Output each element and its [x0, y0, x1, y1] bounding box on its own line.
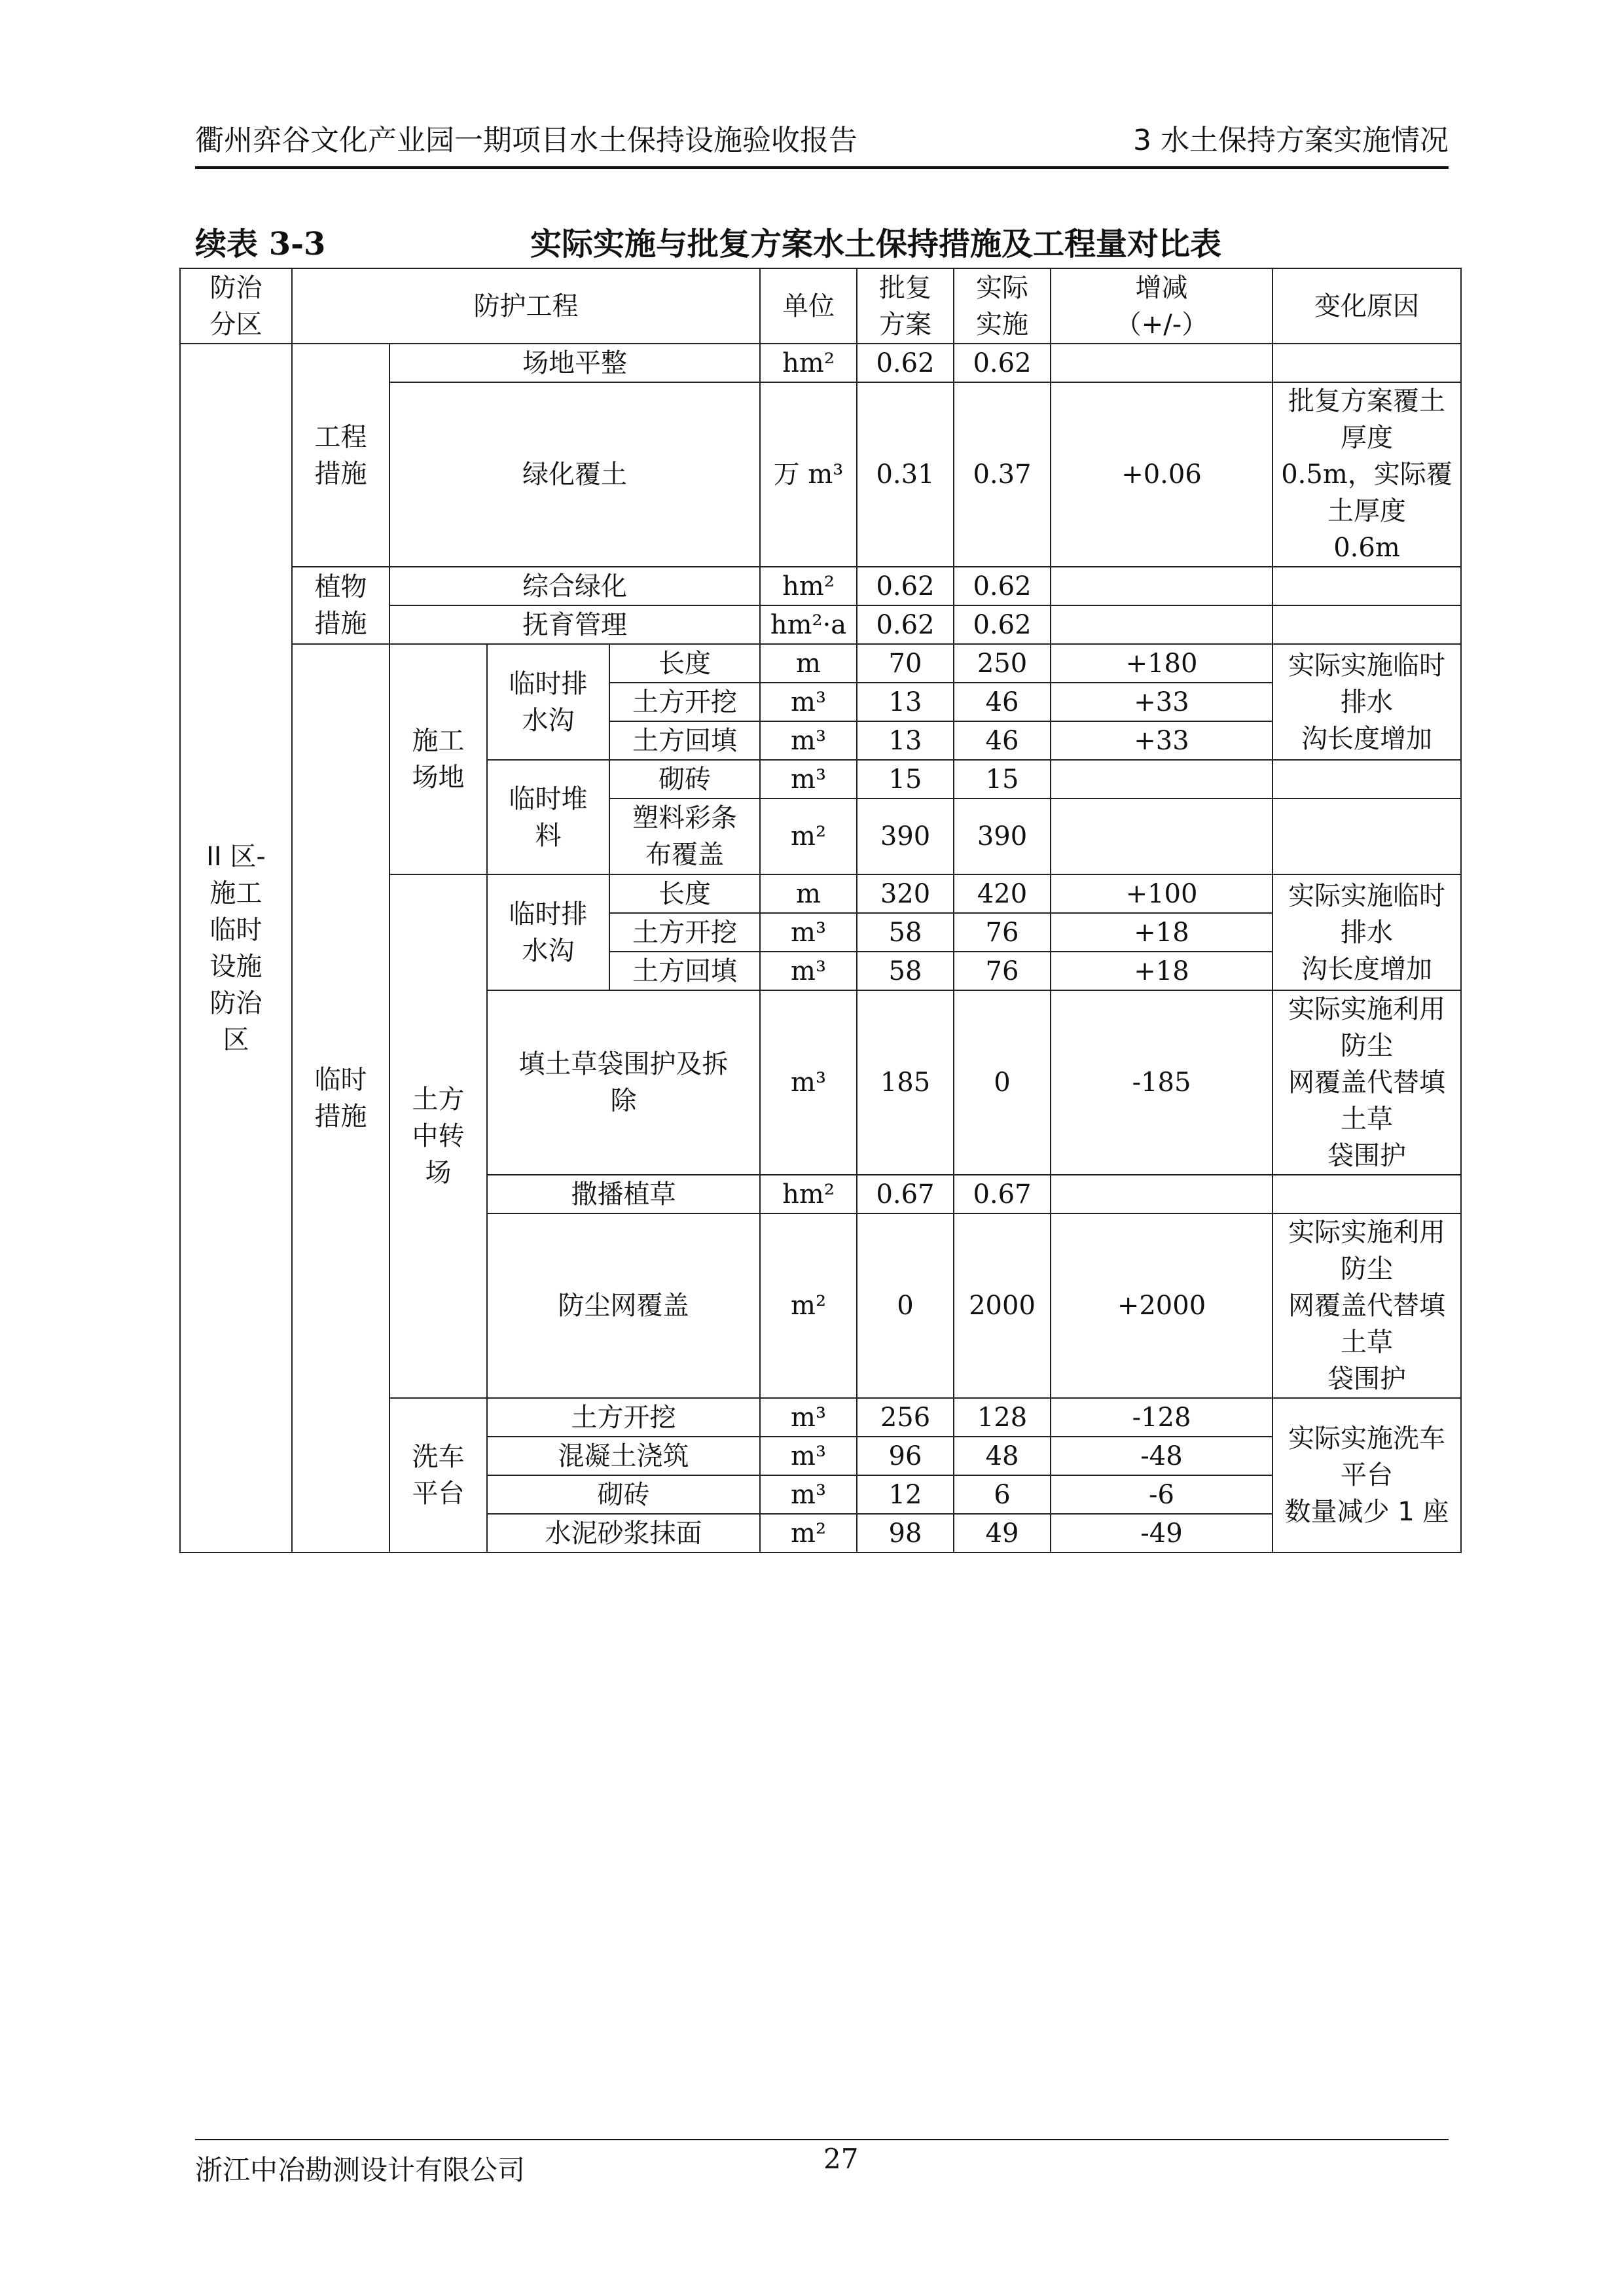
reason-cell	[1272, 1175, 1461, 1213]
header-report-title: 衢州弈谷文化产业园一期项目水土保持设施验收报告	[195, 124, 857, 157]
actual-cell: 49	[954, 1514, 1051, 1552]
approved-cell: 58	[857, 913, 954, 952]
item-cell: 土方开挖	[609, 913, 760, 952]
reason-cell	[1272, 344, 1461, 382]
actual-cell: 0.62	[954, 567, 1051, 605]
unit-cell: hm²	[760, 344, 857, 382]
item-cell: 长度	[609, 874, 760, 913]
reason-cell	[1272, 605, 1461, 644]
reason-cell: 实际实施利用防尘 网覆盖代替填土草 袋围护	[1272, 990, 1461, 1175]
approved-cell: 256	[857, 1398, 954, 1437]
approved-cell: 96	[857, 1437, 954, 1475]
approved-cell: 0.62	[857, 605, 954, 644]
table-row	[180, 344, 1461, 382]
actual-cell: 46	[954, 683, 1051, 721]
item-cell: 场地平整	[389, 344, 760, 382]
actual-cell: 128	[954, 1398, 1051, 1437]
item-cell: 土方开挖	[487, 1398, 760, 1437]
diff-cell: -48	[1051, 1437, 1272, 1475]
group-engineering: 工程 措施	[292, 344, 389, 567]
item-cell: 土方回填	[609, 721, 760, 760]
diff-cell: +0.06	[1051, 382, 1272, 567]
subgroup-site: 施工 场地	[389, 644, 487, 874]
actual-cell: 2000	[954, 1213, 1051, 1398]
header-chapter-title: 3 水土保持方案实施情况	[1133, 124, 1449, 157]
approved-cell: 70	[857, 644, 954, 683]
footer-company: 浙江中冶勘测设计有限公司	[195, 2154, 526, 2186]
actual-cell: 6	[954, 1475, 1051, 1514]
actual-cell: 76	[954, 913, 1051, 952]
actual-cell: 390	[954, 798, 1051, 874]
comparison-table	[179, 268, 1462, 1553]
unit-cell: m³	[760, 913, 857, 952]
diff-cell	[1051, 1175, 1272, 1213]
diff-cell	[1051, 760, 1272, 798]
approved-cell: 15	[857, 760, 954, 798]
diff-cell: -128	[1051, 1398, 1272, 1437]
actual-cell: 250	[954, 644, 1051, 683]
header-approved: 批复 方案	[857, 268, 954, 344]
approved-cell: 0.62	[857, 344, 954, 382]
approved-cell: 0.67	[857, 1175, 954, 1213]
unit-cell: m³	[760, 952, 857, 990]
reason-cell	[1272, 798, 1461, 874]
item-cell: 砌砖	[487, 1475, 760, 1514]
diff-cell	[1051, 605, 1272, 644]
actual-cell: 0.67	[954, 1175, 1051, 1213]
item-cell: 绿化覆土	[389, 382, 760, 567]
reason-cell	[1272, 567, 1461, 605]
reason-cell: 实际实施洗车平台 数量减少 1 座	[1272, 1398, 1461, 1552]
footer-divider	[195, 2139, 1449, 2140]
unit-cell: hm²	[760, 1175, 857, 1213]
diff-cell: -49	[1051, 1514, 1272, 1552]
unit-cell: m³	[760, 1437, 857, 1475]
unit-cell: m³	[760, 683, 857, 721]
diff-cell: +18	[1051, 913, 1272, 952]
unit-cell: m	[760, 874, 857, 913]
subgroup-transfer-drain: 临时排 水沟	[487, 874, 609, 990]
approved-cell: 390	[857, 798, 954, 874]
item-cell: 水泥砂浆抹面	[487, 1514, 760, 1552]
header-actual: 实际 实施	[954, 268, 1051, 344]
unit-cell: m	[760, 644, 857, 683]
subgroup-stockpile: 临时堆 料	[487, 760, 609, 874]
approved-cell: 98	[857, 1514, 954, 1552]
reason-cell: 批复方案覆土厚度 0.5m，实际覆土厚度 0.6m	[1272, 382, 1461, 567]
actual-cell: 46	[954, 721, 1051, 760]
item-cell: 混凝土浇筑	[487, 1437, 760, 1475]
header-row	[180, 268, 1461, 344]
actual-cell: 0.62	[954, 344, 1051, 382]
actual-cell: 0	[954, 990, 1051, 1175]
approved-cell: 0.62	[857, 567, 954, 605]
header-unit: 单位	[760, 268, 857, 344]
diff-cell: +2000	[1051, 1213, 1272, 1398]
actual-cell: 420	[954, 874, 1051, 913]
unit-cell: m³	[760, 1398, 857, 1437]
approved-cell: 58	[857, 952, 954, 990]
unit-cell: m³	[760, 721, 857, 760]
zone-cell: II 区- 施工 临时 设施 防治 区	[180, 344, 292, 1552]
diff-cell	[1051, 567, 1272, 605]
actual-cell: 76	[954, 952, 1051, 990]
header-divider	[195, 166, 1449, 169]
reason-cell: 实际实施临时排水 沟长度增加	[1272, 874, 1461, 990]
unit-cell: hm²·a	[760, 605, 857, 644]
reason-cell: 实际实施临时排水 沟长度增加	[1272, 644, 1461, 760]
group-temporary: 临时 措施	[292, 644, 389, 1552]
approved-cell: 320	[857, 874, 954, 913]
table-row	[180, 644, 1461, 683]
reason-cell	[1272, 760, 1461, 798]
diff-cell: +33	[1051, 683, 1272, 721]
approved-cell: 12	[857, 1475, 954, 1514]
item-cell: 土方回填	[609, 952, 760, 990]
diff-cell: +33	[1051, 721, 1272, 760]
table-row	[180, 567, 1461, 605]
diff-cell: +18	[1051, 952, 1272, 990]
table-title: 实际实施与批复方案水土保持措施及工程量对比表	[530, 226, 1222, 262]
approved-cell: 13	[857, 683, 954, 721]
unit-cell: m²	[760, 798, 857, 874]
reason-cell: 实际实施利用防尘 网覆盖代替填土草 袋围护	[1272, 1213, 1461, 1398]
item-cell: 防尘网覆盖	[487, 1213, 760, 1398]
unit-cell: m²	[760, 1514, 857, 1552]
diff-cell: -185	[1051, 990, 1272, 1175]
group-plant: 植物 措施	[292, 567, 389, 644]
header-project: 防护工程	[292, 268, 760, 344]
page-number: 27	[823, 2143, 859, 2175]
diff-cell	[1051, 798, 1272, 874]
header-reason: 变化原因	[1272, 268, 1461, 344]
table-number: 续表 3-3	[195, 226, 326, 262]
actual-cell: 0.62	[954, 605, 1051, 644]
header-zone: 防治 分区	[180, 268, 292, 344]
item-cell: 砌砖	[609, 760, 760, 798]
unit-cell: hm²	[760, 567, 857, 605]
unit-cell: m²	[760, 1213, 857, 1398]
approved-cell: 185	[857, 990, 954, 1175]
approved-cell: 0.31	[857, 382, 954, 567]
actual-cell: 48	[954, 1437, 1051, 1475]
subgroup-site-drain: 临时排 水沟	[487, 644, 609, 760]
item-cell: 塑料彩条 布覆盖	[609, 798, 760, 874]
approved-cell: 13	[857, 721, 954, 760]
item-cell: 填土草袋围护及拆 除	[487, 990, 760, 1175]
item-cell: 长度	[609, 644, 760, 683]
header-diff: 增减 （+/-）	[1051, 268, 1272, 344]
approved-cell: 0	[857, 1213, 954, 1398]
unit-cell: m³	[760, 760, 857, 798]
diff-cell: +180	[1051, 644, 1272, 683]
item-cell: 土方开挖	[609, 683, 760, 721]
diff-cell: -6	[1051, 1475, 1272, 1514]
actual-cell: 0.37	[954, 382, 1051, 567]
diff-cell: +100	[1051, 874, 1272, 913]
subgroup-wash: 洗车 平台	[389, 1398, 487, 1552]
unit-cell: m³	[760, 990, 857, 1175]
unit-cell: 万 m³	[760, 382, 857, 567]
subgroup-transfer: 土方 中转 场	[389, 874, 487, 1398]
diff-cell	[1051, 344, 1272, 382]
actual-cell: 15	[954, 760, 1051, 798]
item-cell: 抚育管理	[389, 605, 760, 644]
item-cell: 撒播植草	[487, 1175, 760, 1213]
item-cell: 综合绿化	[389, 567, 760, 605]
unit-cell: m³	[760, 1475, 857, 1514]
